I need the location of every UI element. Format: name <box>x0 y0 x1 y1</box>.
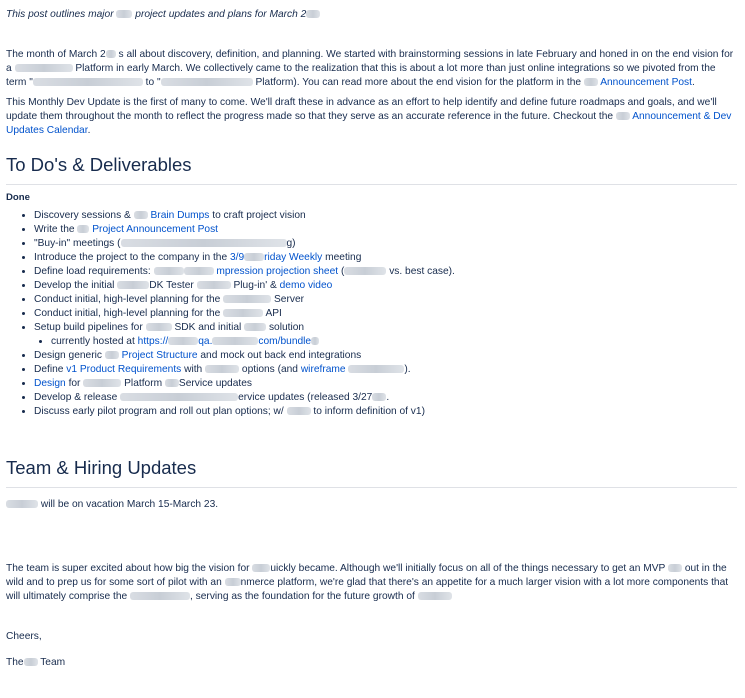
redacted <box>616 112 630 120</box>
text-segment: to inform definition of v1) <box>313 406 425 417</box>
list-item <box>34 377 737 391</box>
sub-list <box>34 335 737 349</box>
redacted <box>205 365 239 373</box>
redacted <box>197 281 231 289</box>
text-segment: Write the <box>34 224 75 235</box>
redacted <box>418 592 452 600</box>
text-segment: uickly became. Although we'll initially focus on all of the things necessary to get an MVP <box>270 563 666 574</box>
text-segment: currently hosted at <box>51 336 135 347</box>
list-item <box>51 335 737 349</box>
text-segment: Design generic <box>34 350 102 361</box>
redacted <box>161 78 253 86</box>
dev-updates-calendar-link[interactable]: Announcement & Dev Updates Calendar <box>6 111 732 136</box>
text-segment: Plug-in' & <box>233 280 277 291</box>
redacted <box>154 267 184 275</box>
redacted <box>668 564 682 572</box>
redacted <box>287 407 311 415</box>
text-segment: Define <box>34 364 64 375</box>
text-segment: This post outlines major <box>6 9 114 20</box>
closing-paragraph <box>6 562 737 604</box>
text-segment: SDK and initial <box>174 322 242 333</box>
redacted <box>6 500 38 508</box>
text-segment: ( <box>340 266 345 277</box>
design-link[interactable]: Design <box>34 378 66 389</box>
redacted <box>212 337 258 345</box>
text-segment: wireframe <box>300 364 346 375</box>
text-segment: Service updates <box>178 378 252 389</box>
text-segment: Conduct initial, high-level planning for the <box>34 294 221 305</box>
redacted <box>106 50 116 58</box>
text-segment: The month of March 2 <box>6 49 106 60</box>
text-segment: DK Tester <box>149 280 194 291</box>
list-item <box>34 223 737 237</box>
text-segment: out in the wild and to prep us for some sort of pilot with an <box>6 563 727 588</box>
text-segment: com/bundle <box>258 336 312 347</box>
text-segment: qa. <box>198 336 213 347</box>
list-item <box>34 321 737 349</box>
text-segment: Platform <box>124 378 163 389</box>
text-segment: options (and <box>241 364 298 375</box>
text-segment: The <box>6 657 24 668</box>
redacted <box>121 239 287 247</box>
text-segment: "Buy-in" meetings ( <box>34 238 121 249</box>
redacted <box>146 323 172 331</box>
demo-video-link[interactable]: demo video <box>279 280 333 291</box>
text-segment: API <box>265 308 282 319</box>
text-segment: mpression projection sheet <box>216 266 339 277</box>
friday-weekly-link[interactable] <box>230 252 322 263</box>
wireframe-link[interactable] <box>301 364 405 375</box>
text-segment: Platform in early March. We collectively came to the realization that this is about a lot more than just online integrations so we pivoted from the term " <box>6 63 716 88</box>
redacted <box>15 64 73 72</box>
text-segment: s all about discovery, definition, and planning. We started with brainstorming sessions in late February and honed in on the end vision for a <box>6 49 734 74</box>
text-segment: nmerce platform, we're glad that there's an appetite for a much larger vision with a lot more components that will ultimately comprise the <box>6 577 729 602</box>
list-item <box>34 265 737 279</box>
intro-line <box>6 8 737 22</box>
todo-heading: To Do's & Deliverables <box>6 154 192 175</box>
redacted <box>33 78 143 86</box>
text-segment: vs. best case). <box>389 266 455 277</box>
text-segment: , serving as the foundation for the future growth of <box>190 591 415 602</box>
intro-paragraph <box>6 48 737 90</box>
divider <box>6 184 737 185</box>
list-item <box>34 307 737 321</box>
text-segment: . <box>691 77 695 88</box>
text-segment: https:// <box>137 336 169 347</box>
text-segment: and mock out back end integrations <box>200 350 362 361</box>
redacted <box>130 592 190 600</box>
text-segment: g) <box>286 238 296 249</box>
impression-projection-sheet-link[interactable] <box>184 266 339 277</box>
text-segment: project updates and plans for March 2 <box>135 9 307 20</box>
project-announcement-post-link[interactable]: Project Announcement Post <box>92 224 218 235</box>
list-item <box>34 391 737 405</box>
list-item <box>34 363 737 377</box>
text-segment: riday Weekly <box>264 252 323 263</box>
text-segment: Conduct initial, high-level planning for the <box>34 308 221 319</box>
text-segment: . <box>87 125 91 136</box>
text-segment: Platform). You can read more about the end vision for the platform in the <box>255 77 582 88</box>
project-structure-link[interactable]: Project Structure <box>121 350 198 361</box>
redacted <box>134 211 148 219</box>
text-segment: ervice updates (released 3/27 <box>238 392 373 403</box>
monthly-update-paragraph <box>6 96 737 138</box>
team-heading: Team & Hiring Updates <box>6 457 197 478</box>
text-segment: Introduce the project to the company in the <box>34 252 228 263</box>
redacted <box>168 337 198 345</box>
text-segment: . <box>386 392 390 403</box>
redacted <box>117 281 149 289</box>
list-item <box>34 237 737 251</box>
team-signoff <box>6 656 737 670</box>
list-item <box>34 251 737 265</box>
text-segment: 3/9 <box>229 252 245 263</box>
redacted <box>184 267 214 275</box>
redacted <box>223 295 271 303</box>
redacted <box>24 658 38 666</box>
redacted <box>105 351 119 359</box>
brain-dumps-link[interactable]: Brain Dumps <box>150 210 210 221</box>
list-item <box>34 349 737 363</box>
bundle-url-link[interactable] <box>138 336 319 347</box>
redacted <box>83 379 121 387</box>
text-segment: Team <box>40 657 66 668</box>
list-item <box>34 293 737 307</box>
text-segment: to craft project vision <box>212 210 306 221</box>
text-segment: with <box>184 364 203 375</box>
text-segment: Discuss early pilot program and roll out plan options; w/ <box>34 406 284 417</box>
vacation-note <box>6 498 737 512</box>
divider <box>6 487 737 488</box>
cheers: Cheers, <box>6 631 42 642</box>
announcement-post-link[interactable]: Announcement Post <box>600 77 692 88</box>
text-segment: Develop & release <box>34 392 118 403</box>
list-item <box>34 279 737 293</box>
redacted <box>77 225 89 233</box>
text-segment: for <box>68 378 81 389</box>
text-segment: ). <box>404 364 411 375</box>
list-item <box>34 405 737 419</box>
redacted <box>244 323 266 331</box>
deliverables-list <box>6 209 737 419</box>
text-segment: Discovery sessions & <box>34 210 131 221</box>
text-segment: Define load requirements: <box>34 266 151 277</box>
redacted <box>165 379 179 387</box>
redacted <box>116 10 132 18</box>
text-segment: will be on vacation March 15-March 23. <box>40 499 219 510</box>
redacted <box>225 578 241 586</box>
text-segment: Setup build pipelines for <box>34 322 143 333</box>
done-label: Done <box>6 192 30 203</box>
text-segment: This Monthly Dev Update is the first of many to come. We'll draft these in advance as an effort to help identify and define future roadmaps and goals, and we'll update them throughout the month to reflect the progress made so that they serve as an accurate reference in the future. Checkout the <box>6 97 717 122</box>
text-segment: Server <box>274 294 305 305</box>
redacted <box>244 253 264 261</box>
v1-product-requirements-link[interactable]: v1 Product Requirements <box>66 364 182 375</box>
redacted <box>311 337 319 345</box>
redacted <box>306 10 320 18</box>
redacted <box>223 309 263 317</box>
redacted <box>348 365 404 373</box>
redacted <box>120 393 238 401</box>
redacted <box>252 564 270 572</box>
text-segment: solution <box>268 322 305 333</box>
list-item <box>34 209 737 223</box>
redacted <box>372 393 386 401</box>
text-segment: to " <box>145 77 161 88</box>
text-segment: The team is super excited about how big the vision for <box>6 563 250 574</box>
text-segment: meeting <box>325 252 362 263</box>
redacted <box>344 267 386 275</box>
text-segment: Develop the initial <box>34 280 115 291</box>
redacted <box>584 78 598 86</box>
